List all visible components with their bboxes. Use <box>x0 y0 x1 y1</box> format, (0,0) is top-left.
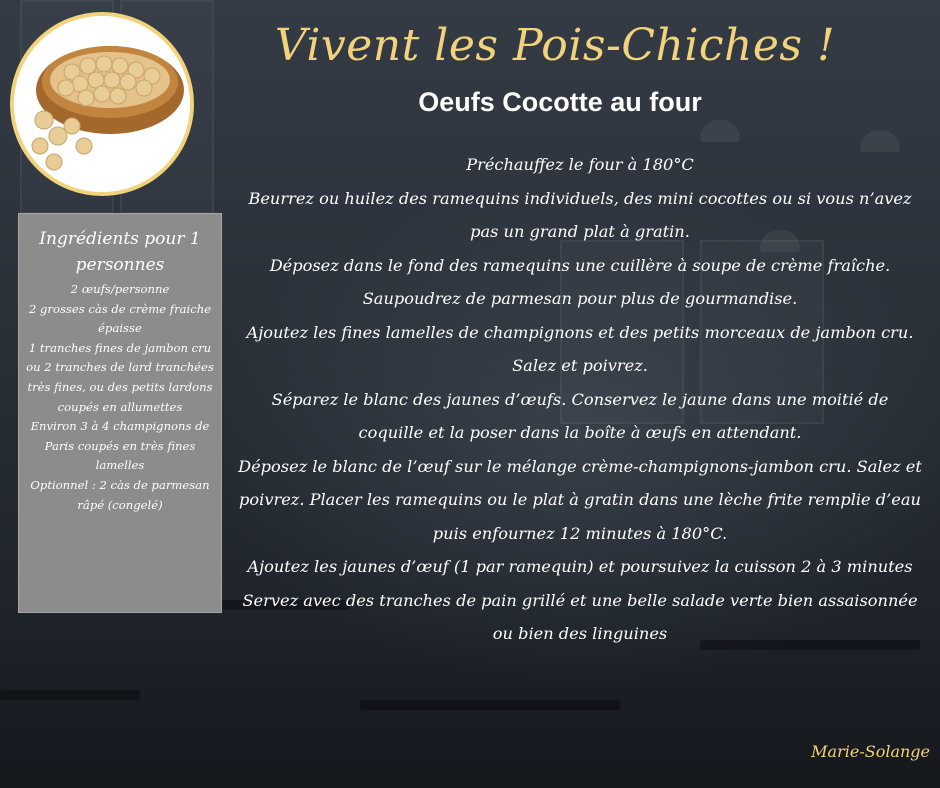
author-signature: Marie-Solange <box>811 742 930 761</box>
recipe-step: Préchauffez le four à 180°C <box>466 155 694 174</box>
recipe-step: Déposez dans le fond des ramequins une cuillère à soupe de crème fraîche. Saupoudrez de parmesan pour plus de gourmandise. <box>269 255 891 308</box>
recipe-step: Séparez le blanc des jaunes d’œufs. Conservez le jaune dans une moitié de coquille et la poser dans la boîte à œufs en attendant. <box>271 389 889 442</box>
chickpeas-photo <box>10 12 194 196</box>
ingredients-panel <box>18 213 222 613</box>
recipe-step: Ajoutez les fines lamelles de champignons et des petits morceaux de jambon cru. Salez et poivrez. <box>246 322 914 375</box>
ingredient-item: Environ 3 à 4 champignons de Paris coupés en très fines lamelles <box>30 419 210 473</box>
ingredients-heading: Ingrédients pour 1 personnes <box>39 229 201 275</box>
recipe-step: Beurrez ou huilez des ramequins individuels, des mini cocottes ou si vous n’avez pas un grand plat à gratin. <box>248 188 912 241</box>
ingredient-item: 1 tranches fines de jambon cru ou 2 tranches de lard tranchées très fines, ou des petits lardons coupés en allumettes <box>26 340 214 414</box>
page-title: Vivent les Pois-Chiches ! <box>274 20 836 71</box>
recipe-step: Servez avec des tranches de pain grillé et une belle salade verte bien assaisonnée ou bien des linguines <box>242 590 918 643</box>
recipe-title: Oeufs Cocotte au four <box>418 87 702 117</box>
ingredient-item: Optionnel : 2 càs de parmesan râpé (congelé) <box>30 477 210 512</box>
ingredient-item: 2 œufs/personne <box>70 282 170 296</box>
recipe-step: Ajoutez les jaunes d’œuf (1 par ramequin) et poursuivez la cuisson 2 à 3 minutes <box>247 557 913 576</box>
recipe-steps <box>238 148 922 651</box>
recipe-step: Déposez le blanc de l’œuf sur le mélange crème-champignons-jambon cru. Salez et poivrez. Placer les ramequins ou le plat à gratin dans une lèche frite remplie d’eau puis enfournez 12 minutes à 180°C. <box>238 456 922 543</box>
ingredient-item: 2 grosses càs de crème fraiche épaisse <box>28 301 212 336</box>
chickpeas-bowl-icon <box>14 16 190 192</box>
